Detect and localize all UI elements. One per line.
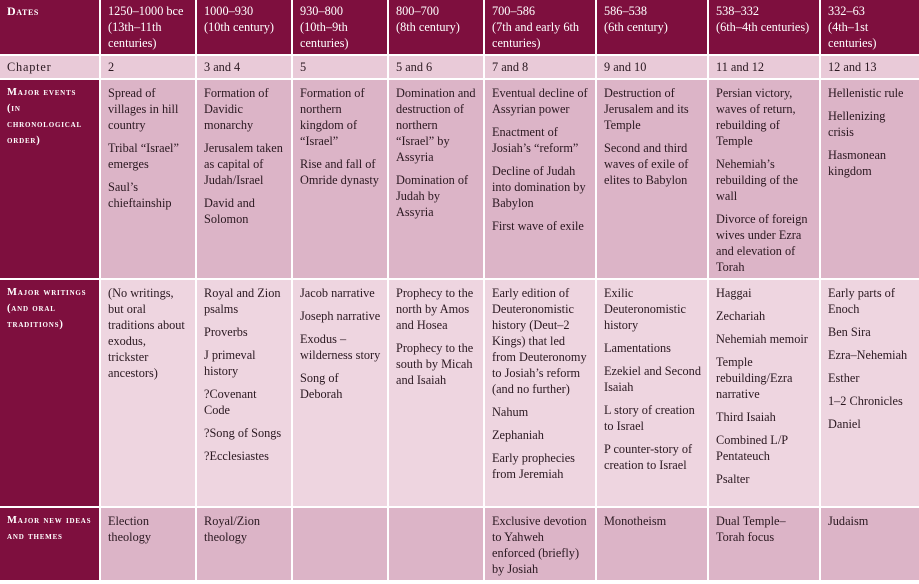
cell-entry: Domination of Judah by Assyria [396, 173, 469, 219]
cell-entry: ?Covenant Code [204, 387, 257, 417]
cell-entry: Monotheism [604, 514, 667, 528]
writings-cell [293, 280, 389, 508]
period-header [389, 0, 485, 56]
cell-entry: David and Solomon [204, 196, 255, 226]
dates-row [0, 0, 919, 56]
cell-entry: Exilic Deuteronomistic history [604, 286, 686, 332]
row-label-ideas: Major new ideas and themes [0, 508, 101, 580]
period-years: 800–700 [396, 4, 440, 18]
events-row [0, 80, 919, 280]
writings-cell [597, 280, 709, 508]
events-cell [485, 80, 597, 280]
cell-entry: Royal and Zion psalms [204, 286, 281, 316]
chapter-cell: 5 and 6 [389, 56, 485, 80]
cell-entry: Joseph narrative [300, 309, 381, 323]
period-header [821, 0, 919, 56]
cell-entry: 1–2 Chronicles [828, 394, 903, 408]
cell-entry: Esther [828, 371, 860, 385]
period-years: 538–332 [716, 4, 760, 18]
period-years: 1250–1000 bce [108, 4, 184, 18]
events-cell [389, 80, 485, 280]
cell-entry: Second and third waves of exile of elites to Babylon [604, 141, 689, 187]
writings-row [0, 280, 919, 508]
period-century: (6th–4th centuries) [716, 20, 810, 34]
cell-entry: Ezekiel and Second Isaiah [604, 364, 701, 394]
cell-entry: Prophecy to the north by Amos and Hosea [396, 286, 474, 332]
cell-entry: P counter-story of creation to Israel [604, 442, 693, 472]
cell-entry: Eventual decline of Assyrian power [492, 86, 588, 116]
cell-entry: Tribal “Israel” emerges [108, 141, 179, 171]
cell-entry: Temple rebuilding/Ezra narrative [716, 355, 793, 401]
cell-entry: Zechariah [716, 309, 766, 323]
chapter-cell: 9 and 10 [597, 56, 709, 80]
period-years: 332–63 [828, 4, 865, 18]
cell-entry: Third Isaiah [716, 410, 776, 424]
cell-entry: Dual Temple–Torah focus [716, 514, 786, 544]
cell-entry: Judaism [828, 514, 869, 528]
period-century: (4th–1st centuries) [828, 20, 877, 50]
ideas-cell [821, 508, 919, 580]
cell-entry: Daniel [828, 417, 861, 431]
cell-entry: Jacob narrative [300, 286, 375, 300]
ideas-cell [485, 508, 597, 580]
writings-cell [485, 280, 597, 508]
cell-entry: Nehemiah’s rebuilding of the wall [716, 157, 798, 203]
cell-entry: Divorce of foreign wives under Ezra and elevation of Torah [716, 212, 808, 274]
events-cell [709, 80, 821, 280]
writings-cell [389, 280, 485, 508]
cell-entry: Early prophecies from Jeremiah [492, 451, 575, 481]
cell-entry: Election theology [108, 514, 152, 544]
cell-entry: Spread of villages in hill country [108, 86, 179, 132]
writings-cell [709, 280, 821, 508]
cell-entry: Destruction of Jerusalem and its Temple [604, 86, 689, 132]
cell-entry: ?Song of Songs [204, 426, 282, 440]
writings-cell [101, 280, 197, 508]
events-cell [293, 80, 389, 280]
ideas-cell [389, 508, 485, 580]
cell-entry: Jerusalem taken as capital of Judah/Israel [204, 141, 283, 187]
cell-entry: Hellenizing crisis [828, 109, 886, 139]
period-years: 1000–930 [204, 4, 254, 18]
events-cell [821, 80, 919, 280]
cell-entry: Persian victory, waves of return, rebuilding of Temple [716, 86, 796, 148]
chapter-cell: 12 and 13 [821, 56, 919, 80]
cell-entry: Proverbs [204, 325, 248, 339]
period-header [709, 0, 821, 56]
ideas-cell [101, 508, 197, 580]
chapter-cell: 11 and 12 [709, 56, 821, 80]
chapter-cell: 5 [293, 56, 389, 80]
period-century: (10th–9th centuries) [300, 20, 349, 50]
period-header [597, 0, 709, 56]
period-header [197, 0, 293, 56]
cell-entry: Exclusive devotion to Yahweh enforced (briefly) by Josiah [492, 514, 587, 576]
cell-entry: Saul’s chieftainship [108, 180, 172, 210]
ideas-row [0, 508, 919, 580]
cell-entry: Early edition of Deuteronomistic history (Deut–2 Kings) that led from Deuteronomy to Josiah’s reform (and no further) [492, 286, 587, 396]
period-century: (7th and early 6th centuries) [492, 20, 580, 50]
cell-entry: Hellenistic rule [828, 86, 904, 100]
ideas-cell [597, 508, 709, 580]
chapter-row [0, 56, 919, 80]
cell-entry: First wave of exile [492, 219, 584, 233]
cell-entry: Song of Deborah [300, 371, 343, 401]
period-header [485, 0, 597, 56]
period-century: (10th century) [204, 20, 274, 34]
writings-cell [821, 280, 919, 508]
cell-entry: Hasmonean kingdom [828, 148, 887, 178]
cell-entry: Exodus – wilderness story [300, 332, 381, 362]
period-years: 930–800 [300, 4, 344, 18]
cell-entry: Decline of Judah into domination by Babylon [492, 164, 586, 210]
cell-entry: Ben Sira [828, 325, 871, 339]
cell-entry: J primeval history [204, 348, 256, 378]
cell-entry: Combined L/P Pentateuch [716, 433, 788, 463]
cell-entry: Royal/Zion theology [204, 514, 261, 544]
period-century: (8th century) [396, 20, 460, 34]
ideas-cell [293, 508, 389, 580]
row-label-writings: Major writings (and oral traditions) [0, 280, 101, 508]
row-label-chapter: Chapter [0, 56, 101, 80]
cell-entry: Formation of Davidic monarchy [204, 86, 269, 132]
cell-entry: (No writings, but oral traditions about exodus, trickster ancestors) [108, 286, 185, 380]
cell-entry: Ezra–Nehemiah [828, 348, 908, 362]
cell-entry: Zephaniah [492, 428, 544, 442]
cell-entry: Haggai [716, 286, 752, 300]
cell-entry: Early parts of Enoch [828, 286, 895, 316]
cell-entry: L story of creation to Israel [604, 403, 695, 433]
events-cell [197, 80, 293, 280]
cell-entry: Lamentations [604, 341, 671, 355]
period-header [293, 0, 389, 56]
cell-entry: Domination and destruction of northern “Israel” by Assyria [396, 86, 476, 164]
cell-entry: Nehemiah memoir [716, 332, 808, 346]
period-header [101, 0, 197, 56]
events-cell [597, 80, 709, 280]
chapter-cell: 2 [101, 56, 197, 80]
cell-entry: Formation of northern kingdom of “Israel” [300, 86, 365, 148]
writings-cell [197, 280, 293, 508]
cell-entry: Prophecy to the south by Micah and Isaiah [396, 341, 474, 387]
events-cell [101, 80, 197, 280]
cell-entry: Rise and fall of Omride dynasty [300, 157, 379, 187]
period-century: (6th century) [604, 20, 668, 34]
ideas-cell [197, 508, 293, 580]
cell-entry: Enactment of Josiah’s “reform” [492, 125, 579, 155]
chapter-cell: 3 and 4 [197, 56, 293, 80]
period-century: (13th–11th centuries) [108, 20, 162, 50]
cell-entry: Psalter [716, 472, 750, 486]
chapter-cell: 7 and 8 [485, 56, 597, 80]
row-label-dates: Dates [0, 0, 101, 56]
period-years: 586–538 [604, 4, 648, 18]
period-years: 700–586 [492, 4, 536, 18]
cell-entry: Nahum [492, 405, 529, 419]
row-label-events: Major events (in chronological order) [0, 80, 101, 280]
cell-entry: ?Ecclesiastes [204, 449, 269, 463]
ideas-cell [709, 508, 821, 580]
